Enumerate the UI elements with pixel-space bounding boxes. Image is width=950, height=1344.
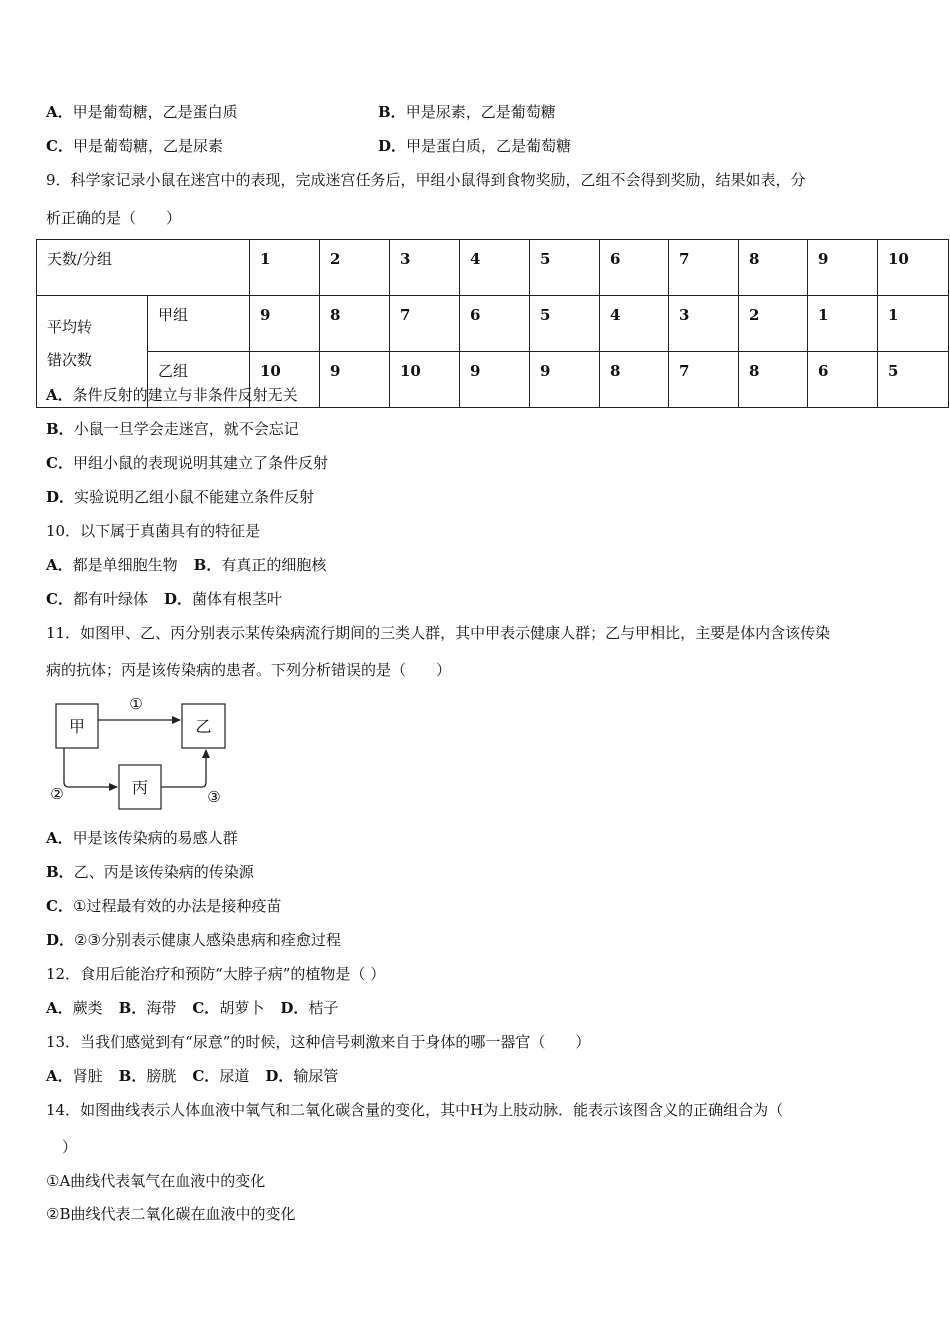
group-a-label: 甲组: [148, 296, 250, 352]
day-cell: 8: [739, 240, 808, 296]
q11-option-d: [46, 930, 341, 950]
value-cell: 9: [320, 352, 390, 408]
option-text: 乙、丙是该传染病的传染源: [73, 863, 254, 881]
option-text: 甲是葡萄糖，乙是蛋白质: [72, 103, 238, 121]
q14-item-2: ②B曲线代表二氧化碳在血液中的变化: [46, 1205, 296, 1223]
option-text: 都有叶绿体: [72, 590, 148, 608]
option-label: A．: [46, 1067, 73, 1085]
value-cell: 1: [808, 296, 878, 352]
arrow-2: [64, 748, 117, 787]
option-text: 肾脏: [72, 1067, 103, 1085]
q12-stem: 12．食用后能治疗和预防“大脖子病”的植物是（ ）: [46, 965, 386, 983]
option-text: ②③分别表示健康人感染患病和痊愈过程: [74, 931, 341, 949]
option-label: B．: [378, 103, 406, 121]
q8-option-a: [46, 102, 238, 122]
q11-option-c: [46, 896, 281, 916]
option-text: 实验说明乙组小鼠不能建立条件反射: [74, 488, 315, 506]
option-text: 膀胱: [146, 1067, 177, 1085]
table-header-row: [37, 240, 949, 296]
option-label: C．: [46, 590, 73, 608]
option-label: B．: [46, 863, 74, 881]
value-cell: 5: [878, 352, 949, 408]
option-label: B．: [118, 999, 147, 1017]
option-label: C．: [192, 999, 220, 1017]
q9-stem-line2: 析正确的是（ ）: [46, 209, 182, 227]
option-text: 蕨类: [72, 999, 103, 1017]
option-label: C．: [46, 137, 73, 155]
q9-option-c: [46, 453, 328, 473]
box-bing-label: 丙: [131, 778, 149, 797]
option-label: B．: [193, 556, 222, 574]
option-text: 胡萝卜: [219, 999, 265, 1017]
q14-stem-line1: 14．如图曲线表示人体血液中氧气和二氧化碳含量的变化，其中H为上肢动脉．能表示该图含义的正确组合为（: [46, 1101, 784, 1119]
option-text: 输尿管: [293, 1067, 339, 1085]
box-jia-label: 甲: [68, 717, 86, 736]
option-text: 桔子: [308, 999, 339, 1017]
option-text: 都是单细胞生物: [72, 556, 178, 574]
option-label: A．: [46, 103, 73, 121]
value-cell: 8: [600, 352, 669, 408]
value-cell: 9: [250, 296, 320, 352]
value-cell: 9: [530, 352, 600, 408]
value-cell: 6: [808, 352, 878, 408]
q10-stem: 10．以下属于真菌具有的特征是: [46, 522, 261, 540]
q9-option-d: [46, 487, 314, 507]
value-cell: 7: [390, 296, 460, 352]
option-text: 小鼠一旦学会走迷宫，就不会忘记: [73, 420, 299, 438]
day-cell: 9: [808, 240, 878, 296]
option-label: C．: [192, 1067, 220, 1085]
q10-options-row2: [46, 589, 282, 609]
q8-option-b: [378, 102, 556, 122]
option-label: B．: [46, 420, 74, 438]
option-text: 甲是该传染病的易感人群: [72, 829, 238, 847]
option-label: D．: [280, 999, 309, 1017]
value-cell: 9: [460, 352, 530, 408]
value-cell: 10: [390, 352, 460, 408]
day-cell: 1: [250, 240, 320, 296]
day-cell: 5: [530, 240, 600, 296]
q10-options-row1: [46, 555, 326, 575]
q11-stem-line1: 11．如图甲、乙、丙分别表示某传染病流行期间的三类人群，其中甲表示健康人群；乙与甲相比，主要是体内含该传染: [46, 624, 831, 642]
option-text: 甲是尿素，乙是葡萄糖: [405, 103, 556, 121]
value-cell: 8: [739, 352, 808, 408]
option-label: D．: [378, 137, 407, 155]
mark-3: ③: [207, 788, 221, 806]
q8-option-d: [378, 136, 571, 156]
row-header-line1: 平均转: [47, 318, 93, 336]
q11-option-a: [46, 828, 238, 848]
option-label: A．: [46, 829, 73, 847]
arrow-3: [161, 750, 206, 787]
value-cell: 10: [250, 352, 320, 408]
value-cell: 2: [739, 296, 808, 352]
option-label: B．: [118, 1067, 147, 1085]
day-cell: 7: [669, 240, 739, 296]
q9-data-table: [36, 239, 949, 408]
value-cell: 5: [530, 296, 600, 352]
box-yi-label: 乙: [195, 717, 212, 736]
option-label: C．: [46, 897, 73, 915]
option-label: A．: [46, 556, 73, 574]
q11-flow-diagram: [44, 690, 234, 812]
option-label: D．: [265, 1067, 294, 1085]
mark-1: ①: [129, 695, 143, 713]
q8-option-c: [46, 136, 223, 156]
row-header-line2: 错次数: [47, 351, 93, 369]
q11-option-b: [46, 862, 254, 882]
value-cell: 4: [600, 296, 669, 352]
q11-stem-line2: 病的抗体；丙是该传染病的患者。下列分析错误的是（ ）: [46, 661, 452, 679]
option-text: 尿道: [219, 1067, 250, 1085]
q9-option-a: [46, 385, 298, 405]
option-text: 有真正的细胞核: [221, 556, 327, 574]
option-label: C．: [46, 454, 73, 472]
q14-item-1: ①A曲线代表氧气在血液中的变化: [46, 1172, 266, 1190]
q13-options: [46, 1066, 338, 1086]
value-cell: 1: [878, 296, 949, 352]
q9-option-b: [46, 419, 299, 439]
option-text: ①过程最有效的办法是接种疫苗: [72, 897, 282, 915]
table-corner: 天数/分组: [37, 240, 250, 296]
option-label: D．: [46, 488, 75, 506]
value-cell: 3: [669, 296, 739, 352]
q13-stem: 13．当我们感觉到有“尿意”的时候，这种信号刺激来自于身体的哪一器官（ ）: [46, 1033, 591, 1051]
group-b-label: 乙组: [148, 352, 250, 408]
option-text: 菌体有根茎叶: [191, 590, 282, 608]
day-cell: 10: [878, 240, 949, 296]
day-cell: 3: [390, 240, 460, 296]
value-cell: 7: [669, 352, 739, 408]
option-text: 条件反射的建立与非条件反射无关: [72, 386, 298, 404]
q12-options: [46, 998, 338, 1018]
day-cell: 2: [320, 240, 390, 296]
option-label: D．: [163, 590, 192, 608]
q14-stem-line2: ）: [62, 1138, 78, 1156]
option-label: A．: [46, 999, 73, 1017]
day-cell: 4: [460, 240, 530, 296]
option-text: 海带: [146, 999, 177, 1017]
option-text: 甲是蛋白质，乙是葡萄糖: [406, 137, 572, 155]
option-label: D．: [46, 931, 75, 949]
option-text: 甲组小鼠的表现说明其建立了条件反射: [72, 454, 328, 472]
value-cell: 8: [320, 296, 390, 352]
day-cell: 6: [600, 240, 669, 296]
mark-2: ②: [50, 785, 64, 803]
table-row-group-a: [37, 296, 949, 352]
value-cell: 6: [460, 296, 530, 352]
option-label: A．: [46, 386, 73, 404]
q9-stem-line1: 9．科学家记录小鼠在迷宫中的表现，完成迷宫任务后，甲组小鼠得到食物奖励，乙组不会得到奖励，结果如表，分: [46, 171, 806, 189]
option-text: 甲是葡萄糖，乙是尿素: [72, 137, 223, 155]
